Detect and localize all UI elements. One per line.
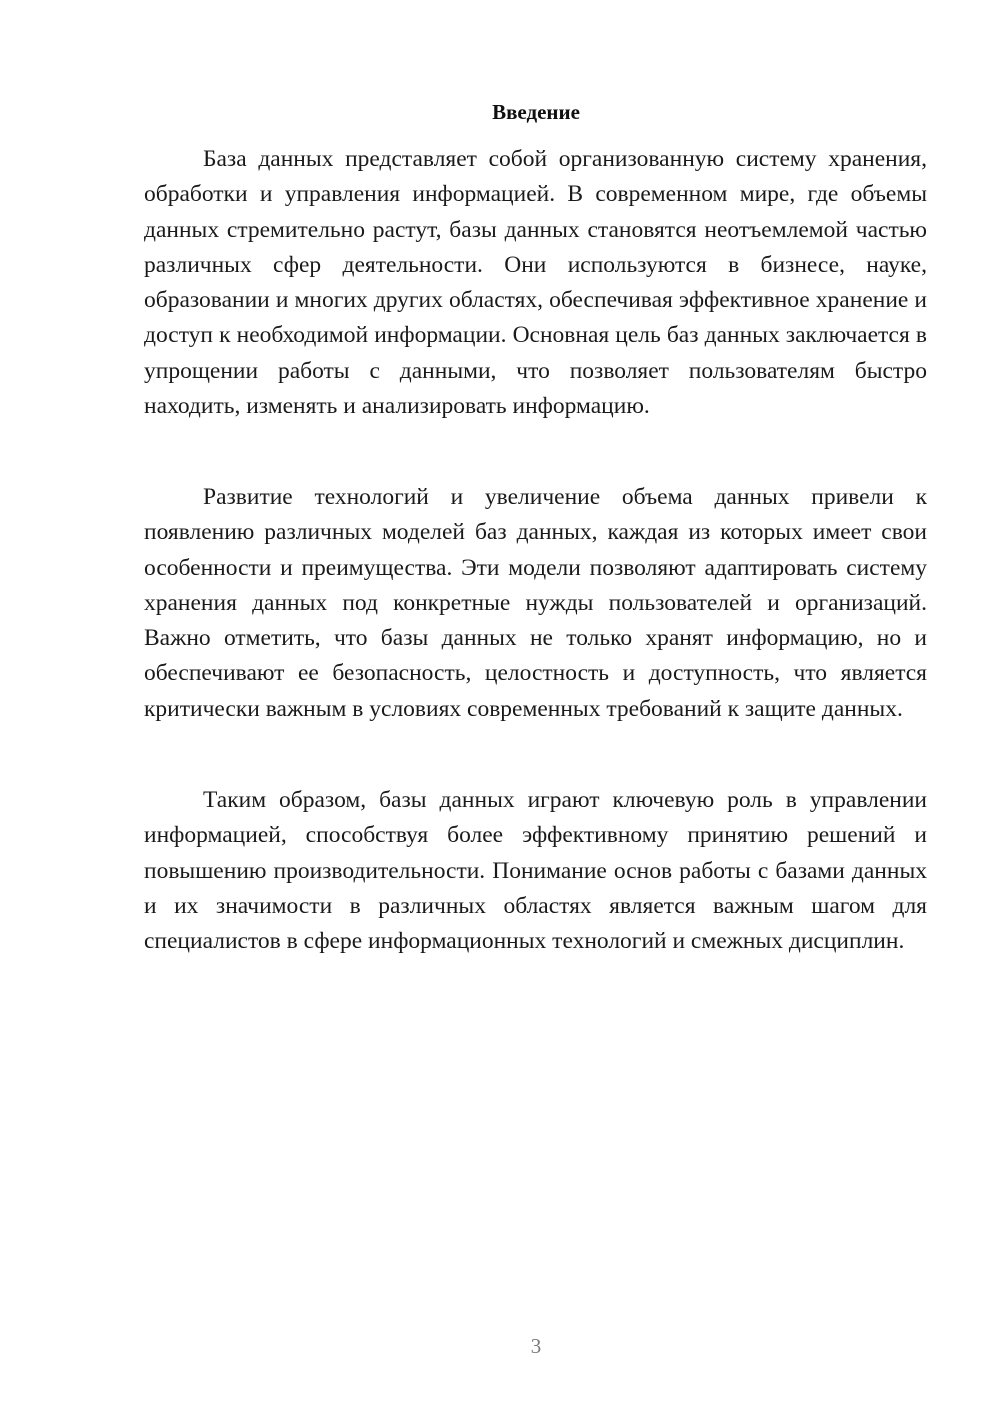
paragraph-1: База данных представляет собой организованную систему хранения, обработки и управления информацией. В современном мире, где объемы данных стремительно растут, базы данных становятся неотъемлемой частью различных сфер деятельности. Они используются в бизнесе, науке, образовании и многих других областях, обеспечивая эффективное хранение и доступ к необходимой информации. Основная цель баз данных заключается в упрощении работы с данными, что позволяет пользователям быстро находить, изменять и анализировать информацию. xyxy=(144,146,927,420)
paragraph-3: Таким образом, базы данных играют ключевую роль в управлении информацией, способствуя более эффективному принятию решений и повышению производительности. Понимание основ работы с базами данных и их значимости в различных областях является важным шагом для специалистов в сфере информационных технологий и смежных дисциплин. xyxy=(144,787,927,955)
paragraph-2: Развитие технологий и увеличение объема данных привели к появлению различных моделей баз данных, каждая из которых имеет свои особенности и преимущества. Эти модели позволяют адаптировать систему хранения данных под конкретные нужды пользователей и организаций. Важно отметить, что базы данных не только хранят информацию, но и обеспечивают ее безопасность, целостность и доступность, что является критически важным в условиях современных требований к защите данных. xyxy=(144,484,927,722)
section-title: Введение xyxy=(492,100,580,124)
page-number: 3 xyxy=(530,1334,542,1358)
